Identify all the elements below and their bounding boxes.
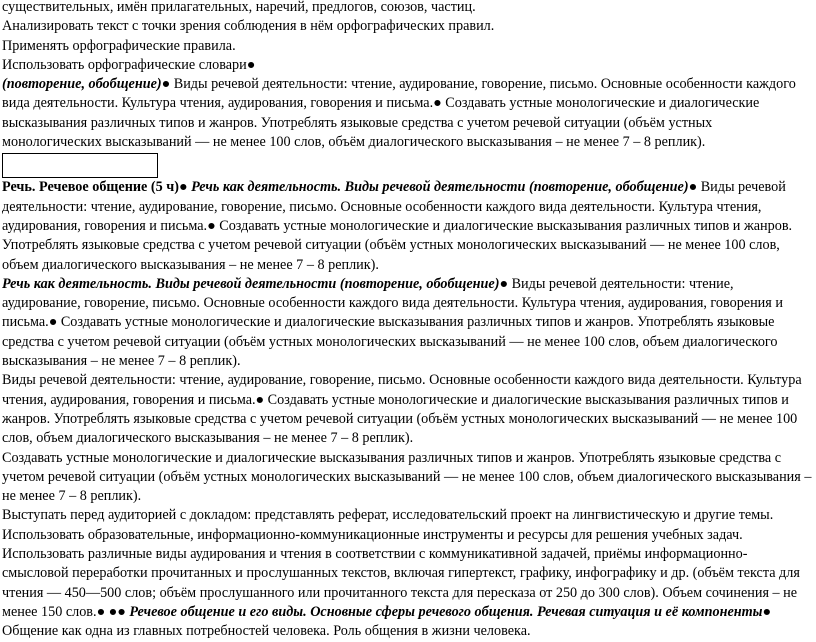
bullet-icon: ● bbox=[179, 179, 188, 196]
text-line: Анализировать текст с точки зрения соблюдения в нём орфографических правил. bbox=[2, 18, 495, 35]
text-line: Применять орфографические правила. bbox=[2, 37, 236, 54]
paragraph bbox=[2, 371, 812, 448]
section-heading: Речь. Речевое общение (5 ч) bbox=[2, 179, 179, 196]
paragraph-text: Виды речевой деятельности: чтение, аудирование, говорение, письмо. Основные особенности каждого вида деятельности. Культура чтения, аудирования, говорения и письма. bbox=[2, 76, 796, 112]
empty-box bbox=[2, 153, 158, 178]
text-span: Использовать орфографические словари bbox=[2, 56, 247, 73]
bullet-icon: ● bbox=[161, 76, 171, 93]
paragraph-text: Создавать устные монологические и диалогические высказывания различных типов и жанров. Употреблять языковые средства с учетом речевой ситуации (объём устных монологических высказываний — не менее 100 слов, объём диалогического высказывания – не менее 7 – 8 реплик). bbox=[2, 95, 760, 151]
paragraph-text: Виды речевой деятельности: чтение, аудирование, говорение, письмо. Основные особенности каждого вида деятельности. Культура чтения, аудирования, говорения и письма. bbox=[2, 179, 786, 234]
paragraph-text: Виды речевой деятельности: чтение, аудирование, говорение, письмо. Основные особенности каждого вида деятельности. Культура чтения, аудирования, говорения и письма. bbox=[2, 372, 802, 408]
italic-heading: Речь как деятельность. Виды речевой деятельности (повторение, обобщение) bbox=[187, 179, 689, 196]
bullet-icon: ● bbox=[48, 314, 58, 331]
paragraph-text: Создавать устные монологические и диалогические высказывания различных типов и жанров. Употреблять языковые средства с учетом речевой ситуации (объём устных монологических высказываний — не менее 100 слов, объем диалогического высказывания – не менее 7 – 8 реплик). bbox=[2, 314, 778, 370]
paragraph-text: Использовать различные виды аудирования и чтения в соответствии с коммуникативной задачей, приёмы информационно-смысловой переработки прочитанных и прослушанных текстов, включая гипертекст, графику, инфографику и др. (объём текста для чтения — 450—500 слов; объём прослушанного или прочитанного текста для пересказа от 250 до 300 слов). Объем сочинения – не менее 150 слов. bbox=[2, 546, 800, 620]
paragraph-text: Создавать устные монологические и диалогические высказывания различных типов и жанров. Употреблять языковые средства с учетом речевой ситуации (объём устных монологических высказываний — не менее 100 слов, объем диалогического высказывания – не менее 7 – 8 реплик). bbox=[2, 391, 798, 447]
paragraph bbox=[2, 75, 812, 152]
bullet-icon: ● bbox=[762, 603, 772, 620]
paragraph: Выступать перед аудиторией с докладом: представлять реферат, исследовательский проект на лингвистическую и другие темы. bbox=[2, 507, 774, 524]
bullet-icon: ● bbox=[688, 179, 698, 196]
document-body bbox=[2, 0, 812, 642]
bullet-icon: ● bbox=[499, 275, 509, 292]
bullet-icon: ● bbox=[433, 95, 442, 112]
paragraph-text: Создавать устные монологические и диалогические высказывания различных типов и жанров. Употреблять языковые средства с учетом речевой ситуации (объём устных монологических высказываний — не менее 100 слов, объем диалогического высказывания – не менее 7 – 8 реплик). bbox=[2, 217, 793, 273]
italic-heading: (повторение, обобщение) bbox=[2, 76, 162, 93]
bullet-icon: ● ●● bbox=[96, 603, 126, 620]
paragraph bbox=[2, 545, 812, 641]
paragraph: Создавать устные монологические и диалогические высказывания различных типов и жанров. Употреблять языковые средства с учетом речевой ситуации (объём устных монологических высказываний — не менее 100 слов, объем диалогического высказывания – не менее 7 – 8 реплик). bbox=[2, 449, 812, 505]
paragraph-text: Общение как одна из главных потребностей человека. Роль общения в жизни человека. bbox=[2, 623, 531, 640]
bullet-icon: ● bbox=[246, 56, 256, 73]
bullet-icon: ● bbox=[207, 217, 216, 234]
paragraph-text: Виды речевой деятельности: чтение, аудирование, говорение, письмо. Основные особенности каждого вида деятельности. Культура чтения, аудирования, говорения и письма. bbox=[2, 275, 783, 331]
bullet-icon: ● bbox=[255, 391, 265, 408]
paragraph: Использовать образовательные, информационно-коммуникационные инструменты и ресурсы для решения учебных задач. bbox=[2, 526, 743, 543]
text-line bbox=[2, 56, 812, 75]
text-line: существительных, имён прилагательных, наречий, предлогов, союзов, частиц. bbox=[2, 0, 476, 15]
italic-heading: Речь как деятельность. Виды речевой деятельности (повторение, обобщение) bbox=[2, 275, 500, 292]
paragraph bbox=[2, 178, 812, 274]
italic-heading: Речевое общение и его виды. Основные сферы речевого общения. Речевая ситуация и её компоненты bbox=[125, 603, 763, 620]
paragraph bbox=[2, 275, 812, 371]
